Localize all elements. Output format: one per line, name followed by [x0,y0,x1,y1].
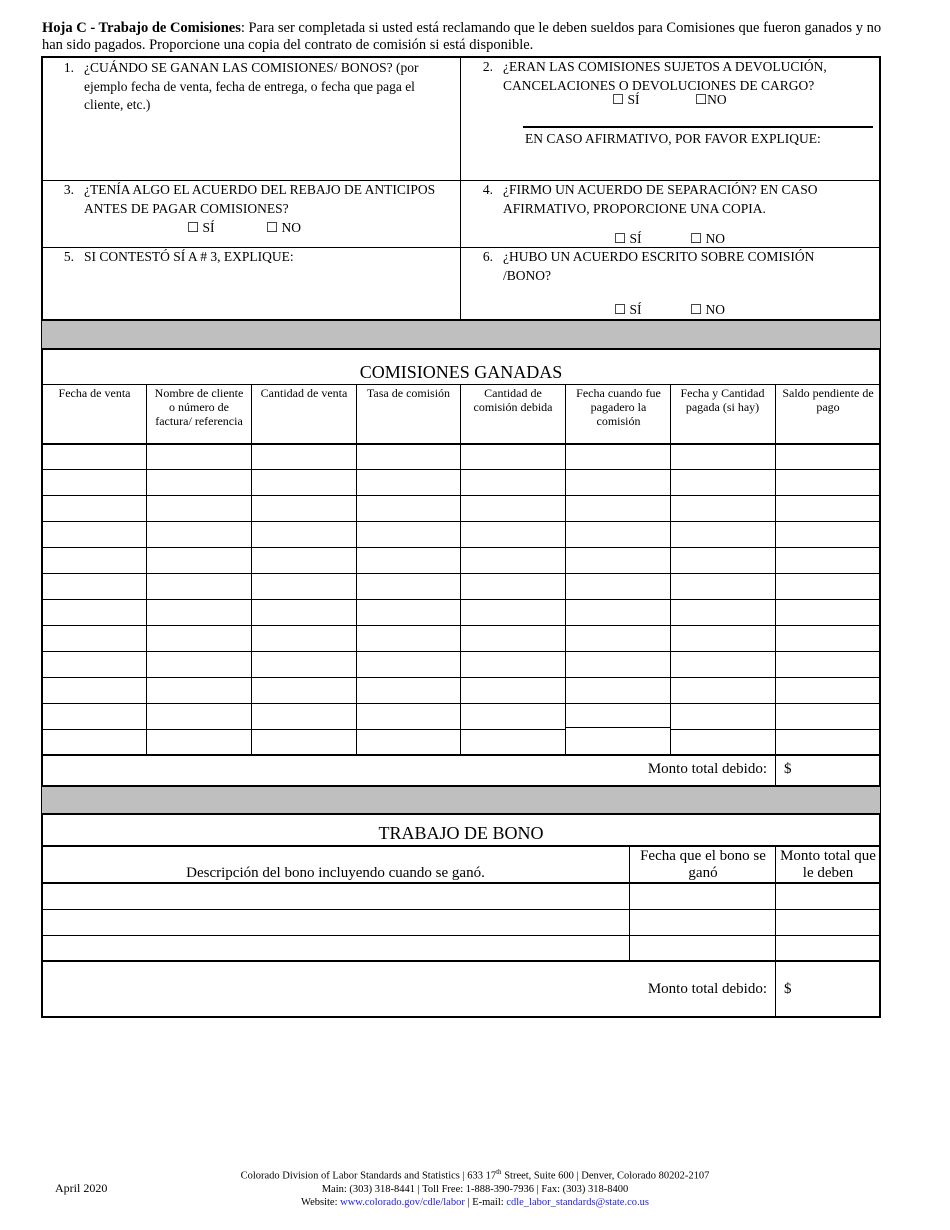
col-header-commission-rate: Tasa de comisión [366,386,451,400]
question-number: 1. [63,60,74,75]
table-row [42,909,880,910]
form-intro [42,20,882,54]
bonus-header-bottom [42,882,880,884]
table-row-inner [565,727,670,728]
column-line [670,384,671,754]
q3-yes-checkbox[interactable]: ☐ SÍ [187,220,215,235]
q2-answer-line [523,126,873,128]
bonus-col-description: Descripción del bono incluyendo cuando se ganó. [186,865,485,881]
table-row [42,625,880,626]
col-header-balance: Saldo pendiente de pago [782,386,874,414]
question-number: 3. [63,182,74,197]
q2-yes-checkbox[interactable]: ☐ SÍ [612,92,640,107]
commissions-header-bottom [42,443,880,445]
bonus-total-value[interactable]: $ [784,981,792,997]
question-text: ¿CUÁNDO SE GANAN LAS COMISIONES/ BONOS? (por ejemplo fecha de venta, fecha de entrega, o fecha que paga el cliente, etc.) [84,60,419,112]
form-instructions: : Para ser completada si usted está reclamando que le deben sueldos para Comisiones que fueron ganados y no han sido pagados. Proporcione una copia del contrato de comisión si está disponible. [42,20,882,53]
commissions-total-label: Monto total debido: [647,761,767,777]
column-line [146,384,147,754]
table-row [42,677,880,678]
bonus-total-label: Monto total debido: [647,981,767,997]
question-text: ¿FIRMO UN ACUERDO DE SEPARACIÓN? EN CASO AFIRMATIVO, PROPORCIONE UNA COPIA. [503,182,818,216]
bonus-col-date: Fecha que el bono se ganó [640,848,766,881]
q6-no-checkbox[interactable]: ☐ NO [690,302,725,317]
table-row [42,651,880,652]
question-number: 2. [482,59,493,74]
table-row [42,573,880,574]
footer-address-sup: th [496,1168,502,1176]
question-column-divider [460,57,461,319]
form-title: Hoja C - Trabajo de Comisiones [42,20,241,36]
footer-website-link[interactable]: www.colorado.gov/cdle/labor [340,1196,465,1208]
bonus-col-amount: Monto total que le deben [780,848,876,881]
footer-address-text: Street, Suite 600 | Denver, Colorado 80202-2107 [501,1170,710,1182]
bonus-table-bottom [42,960,880,962]
section-separator-band [42,787,880,813]
page-footer [0,1166,950,1209]
bonus-title: TRABAJO DE BONO [378,823,544,843]
footer-phones: Main: (303) 318-8441 | Toll Free: 1-888-390-7936 | Fax: (303) 318-8400 [321,1183,629,1195]
column-line [356,384,357,754]
footer-website-label: Website: [301,1196,341,1208]
col-header-sale-date: Fecha de venta [58,386,131,400]
question-text: ¿HUBO UN ACUERDO ESCRITO SOBRE COMISIÓN /BONO? [503,249,815,283]
table-row [42,935,880,936]
column-line [251,384,252,754]
q4-yes-checkbox[interactable]: ☐ SÍ [614,231,642,246]
commissions-header-top [42,384,880,385]
footer-email-label: | E-mail: [464,1196,507,1208]
question-text: ¿TENÍA ALGO EL ACUERDO DEL REBAJO DE ANTICIPOS ANTES DE PAGAR COMISIONES? [84,182,436,216]
q3-no-checkbox[interactable]: ☐ NO [266,220,301,235]
col-header-payable-date: Fecha cuando fue pagadero la comisión [576,386,661,428]
section-separator-band [42,321,880,348]
commissions-table-bottom [42,754,880,756]
q2-no-checkbox[interactable]: ☐NO [695,92,727,107]
column-line [565,384,566,754]
table-row [42,599,880,600]
column-line [460,384,461,754]
commissions-total-value[interactable]: $ [784,761,792,777]
table-row [42,703,880,704]
band-bottom-line [42,348,880,350]
bonus-header-top [42,845,880,847]
commissions-title: COMISIONES GANADAS [359,362,563,382]
q6-yes-checkbox[interactable]: ☐ SÍ [614,302,642,317]
col-header-sale-amount: Cantidad de venta [260,386,348,400]
footer-email-link[interactable]: cdle_labor_standards@state.co.us [506,1196,649,1208]
table-row [42,495,880,496]
table-row [670,729,880,730]
question-number: 5. [63,249,74,264]
footer-contact [0,1196,950,1209]
table-row [42,469,880,470]
footer-address-text: Colorado Division of Labor Standards and Statistics | 633 17 [240,1170,497,1182]
revision-date: April 2020 [55,1181,108,1195]
column-line [775,846,776,1017]
question-number: 6. [482,249,493,264]
question-text: SI CONTESTÓ SÍ A # 3, EXPLIQUE: [84,249,294,264]
table-row [42,729,565,730]
table-row [42,547,880,548]
footer-address [0,1166,950,1183]
band-bottom-line [42,813,880,815]
q2-explain-label: EN CASO AFIRMATIVO, POR FAVOR EXPLIQUE: [525,131,821,146]
column-line [629,846,630,961]
col-header-client: Nombre de cliente o número de factura/ referencia [154,386,244,428]
col-header-paid: Fecha y Cantidad pagada (si hay) [680,386,765,414]
table-row [42,521,880,522]
q4-no-checkbox[interactable]: ☐ NO [690,231,725,246]
question-text: ¿ERAN LAS COMISIONES SUJETOS A DEVOLUCIÓN, CANCELACIONES O DEVOLUCIONES DE CARGO? [503,59,827,93]
question-number: 4. [482,182,493,197]
col-header-commission-due: Cantidad de comisión debida [473,386,553,414]
